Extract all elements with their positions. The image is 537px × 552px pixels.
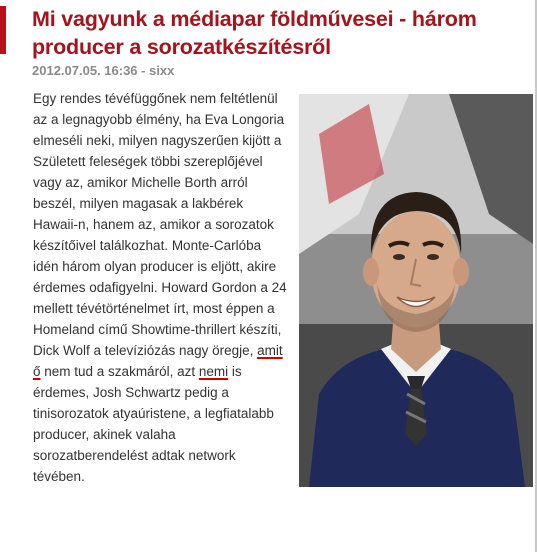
body-text-part-1: Egy rendes tévéfüggőnek nem feltétlenül az a legnagyobb élmény, ha Eva Longoria elmeséli neki, milyen nagyszerűen kijött a Született feleségek többi szereplőjével vagy az, amikor Michelle Borth arról beszél, milyen magasak a lakbérek Hawaii-n, hanem az, amikor a sorozatok készítőivel találkozhat. Monte-Carlóba idén három olyan producer is eljött, akire érdemes odafigyelni. Howard Gordon a 24 mellett tévétörténelmet írt, most éppen a Homeland című Showtime-thrillert készíti, Dick Wolf a televíziózás nagy öregje, [33, 91, 287, 358]
article-body [33, 88, 533, 491]
body-text-part-3: is érdemes, Josh Schwartz pedig a tinisorozatok atyaúristene, a legfiatalabb producer, akinek valaha sorozatberendelést adtak network tévében. [33, 364, 274, 484]
article-title[interactable]: Mi vagyunk a médiapar földművesei - három producer a sorozatkészítésről [32, 7, 477, 59]
title-accent-bar [0, 6, 6, 54]
body-text-part-2: nem tud a szakmáról, azt [40, 364, 199, 379]
article-photo [299, 94, 533, 487]
article-meta: 2012.07.05. 16:36 - sixx [32, 63, 175, 78]
underlined-word[interactable]: nemi [198, 364, 229, 379]
underlined-word[interactable]: amit ő [33, 343, 283, 379]
portrait-photo [299, 94, 533, 487]
